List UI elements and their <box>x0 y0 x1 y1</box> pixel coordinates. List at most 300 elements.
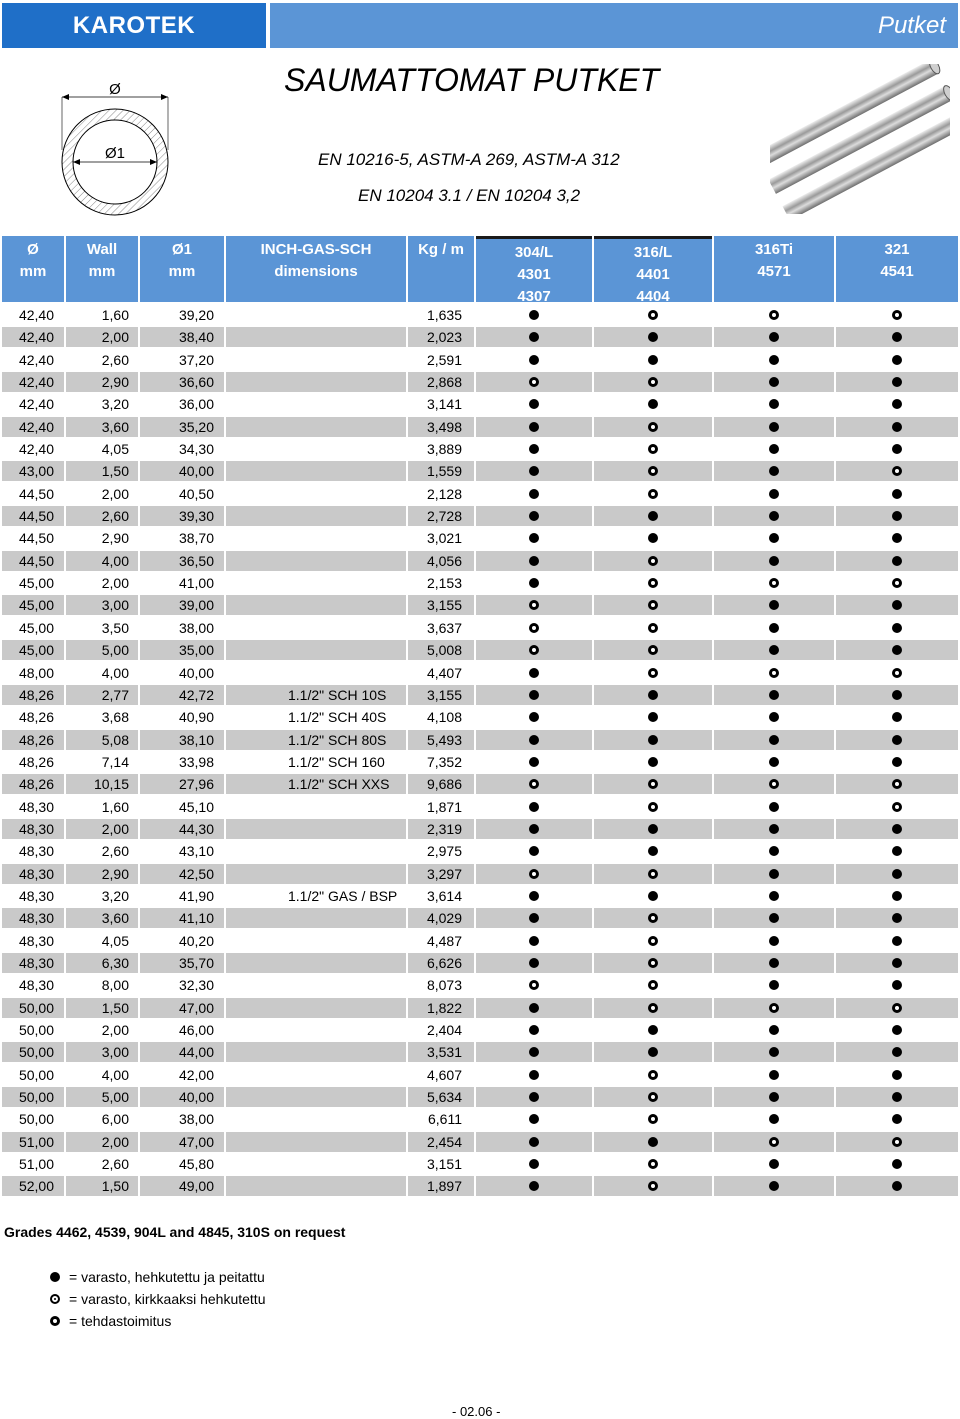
filled-dot-icon <box>769 399 779 409</box>
table-row <box>0 1131 960 1153</box>
cell-inch-dimensions: 1.1/2" SCH 40S <box>288 709 387 726</box>
filled-dot-icon <box>529 958 539 968</box>
cell-diameter: 44,50 <box>2 551 64 571</box>
cell-grade-316ti <box>714 350 834 370</box>
cell-inch-dimensions <box>226 327 406 347</box>
cell-grade-321 <box>836 1042 958 1062</box>
page-title: SAUMATTOMAT PUTKET <box>284 62 660 98</box>
cell-grade-304l <box>476 1087 592 1107</box>
filled-dot-icon <box>529 690 539 700</box>
filled-dot-icon <box>892 355 902 365</box>
brand-name: KAROTEK <box>72 11 196 39</box>
cell-grade-304l <box>476 417 592 437</box>
cell-inch-dimensions <box>226 394 406 414</box>
filled-dot-icon <box>769 1025 779 1035</box>
cell-inch-dimensions <box>226 1109 406 1129</box>
cell-inch-dimensions <box>226 618 406 638</box>
cell-diameter: 50,00 <box>18 1111 54 1128</box>
filled-dot-icon <box>648 846 658 856</box>
header-line <box>408 283 474 305</box>
filled-dot-icon <box>529 556 539 566</box>
cell-grade-316l <box>594 573 712 593</box>
cell-grade-316l <box>594 774 712 794</box>
table-row <box>0 974 960 996</box>
cell-grade-316ti <box>714 975 834 995</box>
filled-dot-icon <box>648 1137 658 1147</box>
filled-dot-icon <box>892 1025 902 1035</box>
cell-inch-dimensions <box>226 864 406 884</box>
cell-inner-diameter: 38,10 <box>140 730 224 750</box>
ring-icon <box>769 779 779 789</box>
table-row <box>0 885 960 907</box>
cell-grade-321 <box>836 1109 958 1129</box>
ring-icon <box>529 377 539 387</box>
filled-dot-icon <box>769 1092 779 1102</box>
cell-grade-316l <box>594 908 712 928</box>
cell-grade-316ti <box>714 551 834 571</box>
cell-grade-316l <box>594 506 712 526</box>
cell-inch-dimensions <box>226 528 406 548</box>
cell-inner-diameter: 32,30 <box>178 977 214 994</box>
filled-dot-icon <box>769 623 779 633</box>
filled-dot-icon <box>892 980 902 990</box>
table-row <box>0 818 960 840</box>
cell-grade-304l <box>476 819 592 839</box>
filled-dot-icon <box>769 980 779 990</box>
cell-diameter: 48,30 <box>18 887 54 904</box>
cell-grade-316l <box>594 394 712 414</box>
filled-dot-icon <box>769 712 779 722</box>
cell-grade-304l <box>476 886 592 906</box>
cell-inch-dimensions <box>226 1065 406 1085</box>
table-row <box>0 662 960 684</box>
cell-grade-316l <box>594 640 712 660</box>
cell-inner-diameter: 46,00 <box>178 1022 214 1038</box>
cell-inner-diameter: 40,50 <box>178 485 214 502</box>
standards-line-1: EN 10216-5, ASTM-A 269, ASTM-A 312 <box>318 150 620 169</box>
cell-inner-diameter: 41,00 <box>178 575 214 592</box>
cell-grade-316ti <box>714 998 834 1018</box>
cell-grade-321 <box>836 1065 958 1085</box>
cell-grade-304l <box>476 573 592 593</box>
ring-icon <box>529 869 539 879</box>
cell-grade-316ti <box>714 1087 834 1107</box>
filled-dot-icon <box>769 913 779 923</box>
pipe-cross-section-diagram <box>40 80 200 230</box>
cell-grade-304l <box>476 685 592 705</box>
cell-diameter: 42,40 <box>2 417 64 437</box>
cell-wall: 3,00 <box>66 595 138 615</box>
cell-weight: 3,889 <box>426 441 462 458</box>
table-row <box>0 1064 960 1086</box>
cell-diameter: 45,00 <box>18 619 54 636</box>
cell-grade-316ti <box>714 797 834 817</box>
cell-diameter: 52,00 <box>2 1176 64 1196</box>
cell-grade-304l <box>476 350 592 370</box>
cell-wall: 2,90 <box>101 530 129 547</box>
ring-icon <box>648 1092 658 1102</box>
cell-diameter: 48,26 <box>2 685 64 705</box>
filled-dot-icon <box>892 332 902 342</box>
ring-icon <box>892 310 902 320</box>
cell-grade-316ti <box>714 528 834 548</box>
ring-icon <box>648 645 658 655</box>
target-dot-icon <box>50 1294 60 1304</box>
cell-diameter: 50,00 <box>2 998 64 1018</box>
cell-weight: 2,975 <box>426 843 462 860</box>
cell-grade-316l <box>594 618 712 638</box>
cell-diameter: 42,40 <box>18 351 54 368</box>
cell-diameter: 42,40 <box>18 396 54 413</box>
cell-grade-316ti <box>714 841 834 861</box>
header-grade-316ti <box>714 236 834 302</box>
cell-inner-diameter: 41,10 <box>140 908 224 928</box>
filled-dot-icon <box>529 1003 539 1013</box>
cell-wall: 3,50 <box>101 619 129 636</box>
header-line: 4541 <box>880 263 914 280</box>
table-row <box>0 460 960 482</box>
header-diameter <box>2 236 64 302</box>
cell-weight: 5,493 <box>408 730 474 750</box>
cell-diameter: 48,30 <box>18 798 54 815</box>
cell-wall: 2,00 <box>101 575 129 592</box>
cell-weight: 1,635 <box>426 307 462 323</box>
filled-dot-icon <box>769 511 779 521</box>
cell-grade-316ti <box>714 327 834 347</box>
cell-wall: 2,60 <box>101 351 129 368</box>
cell-wall: 7,14 <box>101 753 129 770</box>
cell-inner-diameter: 44,00 <box>140 1042 224 1062</box>
cell-grade-316ti <box>714 461 834 481</box>
filled-dot-icon <box>529 444 539 454</box>
filled-dot-icon <box>648 1047 658 1057</box>
cell-grade-316ti <box>714 372 834 392</box>
table-row <box>0 1108 960 1130</box>
cell-wall: 3,00 <box>66 1042 138 1062</box>
ring-icon <box>648 600 658 610</box>
cell-grade-304l <box>476 663 592 683</box>
cell-grade-316l <box>594 707 712 727</box>
cell-grade-321 <box>836 573 958 593</box>
filled-dot-icon <box>769 489 779 499</box>
table-row <box>0 594 960 616</box>
cell-inch-dimensions <box>226 417 406 437</box>
ring-icon <box>892 578 902 588</box>
cell-inch-dimensions <box>226 1042 406 1062</box>
filled-dot-icon <box>769 355 779 365</box>
filled-dot-icon <box>648 1025 658 1035</box>
filled-dot-icon <box>892 690 902 700</box>
filled-dot-icon <box>648 891 658 901</box>
filled-dot-icon <box>529 422 539 432</box>
header-line <box>140 283 224 305</box>
filled-dot-icon <box>769 332 779 342</box>
ring-icon <box>892 1137 902 1147</box>
cell-weight: 1,822 <box>408 998 474 1018</box>
cell-weight: 2,454 <box>408 1132 474 1152</box>
cell-diameter: 50,00 <box>18 1022 54 1038</box>
cell-diameter: 48,30 <box>2 819 64 839</box>
ring-icon <box>769 1003 779 1013</box>
header-line: 316/L <box>633 244 673 261</box>
table-row <box>0 639 960 661</box>
cell-inch-dimensions <box>226 595 406 615</box>
cell-weight: 2,591 <box>426 351 462 368</box>
filled-dot-icon <box>529 757 539 767</box>
table-header <box>2 236 958 305</box>
cell-weight: 3,531 <box>408 1042 474 1062</box>
cell-weight: 2,128 <box>426 485 462 502</box>
cell-wall: 2,00 <box>66 819 138 839</box>
cell-inner-diameter: 38,70 <box>178 530 214 547</box>
cell-inch-dimensions <box>226 305 406 325</box>
cell-wall: 1,50 <box>66 461 138 481</box>
ring-icon <box>648 1003 658 1013</box>
cell-grade-316l <box>594 528 712 548</box>
filled-dot-icon <box>529 846 539 856</box>
cell-wall: 4,00 <box>101 664 129 681</box>
ring-icon <box>648 466 658 476</box>
filled-dot-icon <box>529 1047 539 1057</box>
cell-grade-321 <box>836 439 958 459</box>
cell-inner-diameter: 40,90 <box>178 709 214 726</box>
cell-grade-304l <box>476 640 592 660</box>
cell-wall: 4,05 <box>101 441 129 458</box>
ring-icon <box>648 310 658 320</box>
ring-icon <box>892 802 902 812</box>
filled-dot-icon <box>529 533 539 543</box>
ring-icon <box>648 1181 658 1191</box>
filled-dot-icon <box>529 578 539 588</box>
cell-inner-diameter: 33,98 <box>178 753 214 770</box>
cell-weight: 3,021 <box>426 530 462 547</box>
cell-grade-321 <box>836 1087 958 1107</box>
ring-icon <box>529 645 539 655</box>
cell-grade-316ti <box>714 864 834 884</box>
filled-dot-icon <box>892 712 902 722</box>
cell-grade-316ti <box>714 752 834 772</box>
ring-icon <box>648 869 658 879</box>
cell-grade-304l <box>476 1132 592 1152</box>
cell-diameter: 45,00 <box>2 640 64 660</box>
cell-weight: 2,023 <box>408 327 474 347</box>
filled-dot-icon <box>769 533 779 543</box>
cell-grade-321 <box>836 931 958 951</box>
cell-weight: 4,056 <box>408 551 474 571</box>
filled-dot-icon <box>892 757 902 767</box>
cell-grade-321 <box>836 618 958 638</box>
cell-diameter: 44,50 <box>18 530 54 547</box>
cell-grade-321 <box>836 394 958 414</box>
cell-wall: 3,68 <box>101 709 129 726</box>
cell-wall: 2,90 <box>66 864 138 884</box>
table-row <box>0 997 960 1019</box>
ring-icon <box>648 802 658 812</box>
cell-inner-diameter: 39,30 <box>140 506 224 526</box>
cell-grade-321 <box>836 797 958 817</box>
cell-grade-304l <box>476 752 592 772</box>
cell-grade-321 <box>836 372 958 392</box>
header-line: dimensions <box>274 263 358 280</box>
cell-grade-304l <box>476 1020 592 1040</box>
filled-dot-icon <box>529 1159 539 1169</box>
cell-grade-316l <box>594 350 712 370</box>
cell-inner-diameter: 47,00 <box>140 1132 224 1152</box>
ring-icon <box>892 668 902 678</box>
table-row <box>0 304 960 326</box>
header-line: mm <box>88 263 116 280</box>
cell-grade-316l <box>594 1087 712 1107</box>
table-row <box>0 907 960 929</box>
filled-dot-icon <box>892 422 902 432</box>
cell-wall: 2,00 <box>101 1022 129 1038</box>
cell-weight: 2,868 <box>408 372 474 392</box>
filled-dot-icon <box>529 802 539 812</box>
cell-grade-304l <box>476 372 592 392</box>
filled-dot-icon <box>892 377 902 387</box>
cell-diameter: 48,30 <box>18 977 54 994</box>
ring-icon <box>769 1137 779 1147</box>
filled-dot-icon <box>769 645 779 655</box>
cell-weight: 3,297 <box>408 864 474 884</box>
cell-inner-diameter: 37,20 <box>178 351 214 368</box>
filled-dot-icon <box>892 936 902 946</box>
table-row <box>0 1175 960 1197</box>
filled-dot-icon <box>529 310 539 320</box>
cell-grade-316l <box>594 1132 712 1152</box>
cell-weight: 3,637 <box>426 619 462 636</box>
cell-grade-321 <box>836 595 958 615</box>
filled-dot-icon <box>769 1070 779 1080</box>
cell-grade-321 <box>836 1176 958 1196</box>
ring-icon <box>648 668 658 678</box>
cell-grade-321 <box>836 886 958 906</box>
header-line: mm <box>19 263 47 280</box>
cell-inch-dimensions <box>226 439 406 459</box>
cell-wall: 3,20 <box>101 887 129 904</box>
table-row <box>0 863 960 885</box>
cell-grade-316l <box>594 372 712 392</box>
header-line <box>714 283 834 305</box>
filled-dot-icon <box>892 1070 902 1080</box>
header-wall <box>66 236 138 302</box>
cell-grade-321 <box>836 1154 958 1174</box>
header-line <box>226 283 406 305</box>
cell-inner-diameter: 40,20 <box>178 932 214 949</box>
filled-dot-icon <box>769 422 779 432</box>
cell-weight: 4,029 <box>408 908 474 928</box>
cell-grade-316l <box>594 1109 712 1129</box>
cell-grade-316ti <box>714 417 834 437</box>
cell-grade-321 <box>836 350 958 370</box>
filled-dot-icon <box>892 735 902 745</box>
filled-dot-icon <box>529 735 539 745</box>
filled-dot-icon <box>892 556 902 566</box>
cell-diameter: 43,00 <box>2 461 64 481</box>
section-name: Putket <box>877 11 946 39</box>
cell-grade-316l <box>594 931 712 951</box>
cell-grade-316l <box>594 305 712 325</box>
filled-dot-icon <box>892 399 902 409</box>
cell-inner-diameter: 42,00 <box>178 1066 214 1083</box>
cell-inch-dimensions: 1.1/2" GAS / BSP <box>288 887 398 904</box>
legend-text: = varasto, kirkkaaksi hehkutettu <box>69 1291 266 1307</box>
filled-dot-icon <box>892 489 902 499</box>
table-row <box>0 840 960 862</box>
cell-wall: 2,60 <box>101 1156 129 1173</box>
cell-grade-321 <box>836 663 958 683</box>
filled-dot-icon <box>892 1181 902 1191</box>
cell-grade-316ti <box>714 819 834 839</box>
ring-icon <box>529 779 539 789</box>
cell-inner-diameter: 39,20 <box>178 307 214 323</box>
cell-grade-304l <box>476 1042 592 1062</box>
cell-grade-304l <box>476 618 592 638</box>
cell-wall: 3,20 <box>101 396 129 413</box>
cell-inch-dimensions <box>226 819 406 839</box>
filled-dot-icon <box>769 600 779 610</box>
cell-grade-304l <box>476 864 592 884</box>
cell-weight: 3,614 <box>426 887 462 904</box>
filled-dot-icon <box>769 869 779 879</box>
cell-weight: 1,897 <box>408 1176 474 1196</box>
cell-grade-321 <box>836 707 958 727</box>
cell-grade-316l <box>594 886 712 906</box>
cell-grade-304l <box>476 506 592 526</box>
filled-dot-icon <box>648 399 658 409</box>
cell-weight: 3,498 <box>408 417 474 437</box>
filled-dot-icon <box>892 824 902 834</box>
cell-grade-304l <box>476 841 592 861</box>
cell-grade-316ti <box>714 484 834 504</box>
cell-wall: 5,00 <box>66 1087 138 1107</box>
cell-inner-diameter: 40,00 <box>140 461 224 481</box>
filled-dot-icon <box>529 355 539 365</box>
filled-dot-icon <box>769 846 779 856</box>
filled-dot-icon <box>648 355 658 365</box>
cell-diameter: 42,40 <box>18 307 54 323</box>
cell-wall: 2,00 <box>101 485 129 502</box>
cell-grade-304l <box>476 327 592 347</box>
table-row <box>0 550 960 572</box>
cell-grade-316l <box>594 1020 712 1040</box>
ring-icon <box>529 600 539 610</box>
header-line: INCH-GAS-SCH <box>260 241 372 258</box>
cell-grade-321 <box>836 506 958 526</box>
header-line: 304/L <box>514 244 554 261</box>
filled-dot-icon <box>529 936 539 946</box>
table-row <box>0 326 960 348</box>
table-row <box>0 930 960 952</box>
cell-inner-diameter: 38,40 <box>140 327 224 347</box>
cell-inch-dimensions <box>226 975 406 995</box>
table-row <box>0 483 960 505</box>
table-row <box>0 416 960 438</box>
table-row <box>0 729 960 751</box>
cell-grade-321 <box>836 998 958 1018</box>
cell-grade-304l <box>476 1154 592 1174</box>
cell-grade-316ti <box>714 1132 834 1152</box>
cell-grade-316ti <box>714 595 834 615</box>
cell-grade-321 <box>836 1020 958 1040</box>
cell-wall: 1,60 <box>101 307 129 323</box>
cell-diameter: 45,00 <box>2 595 64 615</box>
cell-inch-dimensions <box>226 484 406 504</box>
cell-inch-dimensions <box>226 1087 406 1107</box>
cell-grade-304l <box>476 797 592 817</box>
outer-diameter-label: Ø <box>109 81 121 98</box>
cell-weight: 4,607 <box>426 1066 462 1083</box>
